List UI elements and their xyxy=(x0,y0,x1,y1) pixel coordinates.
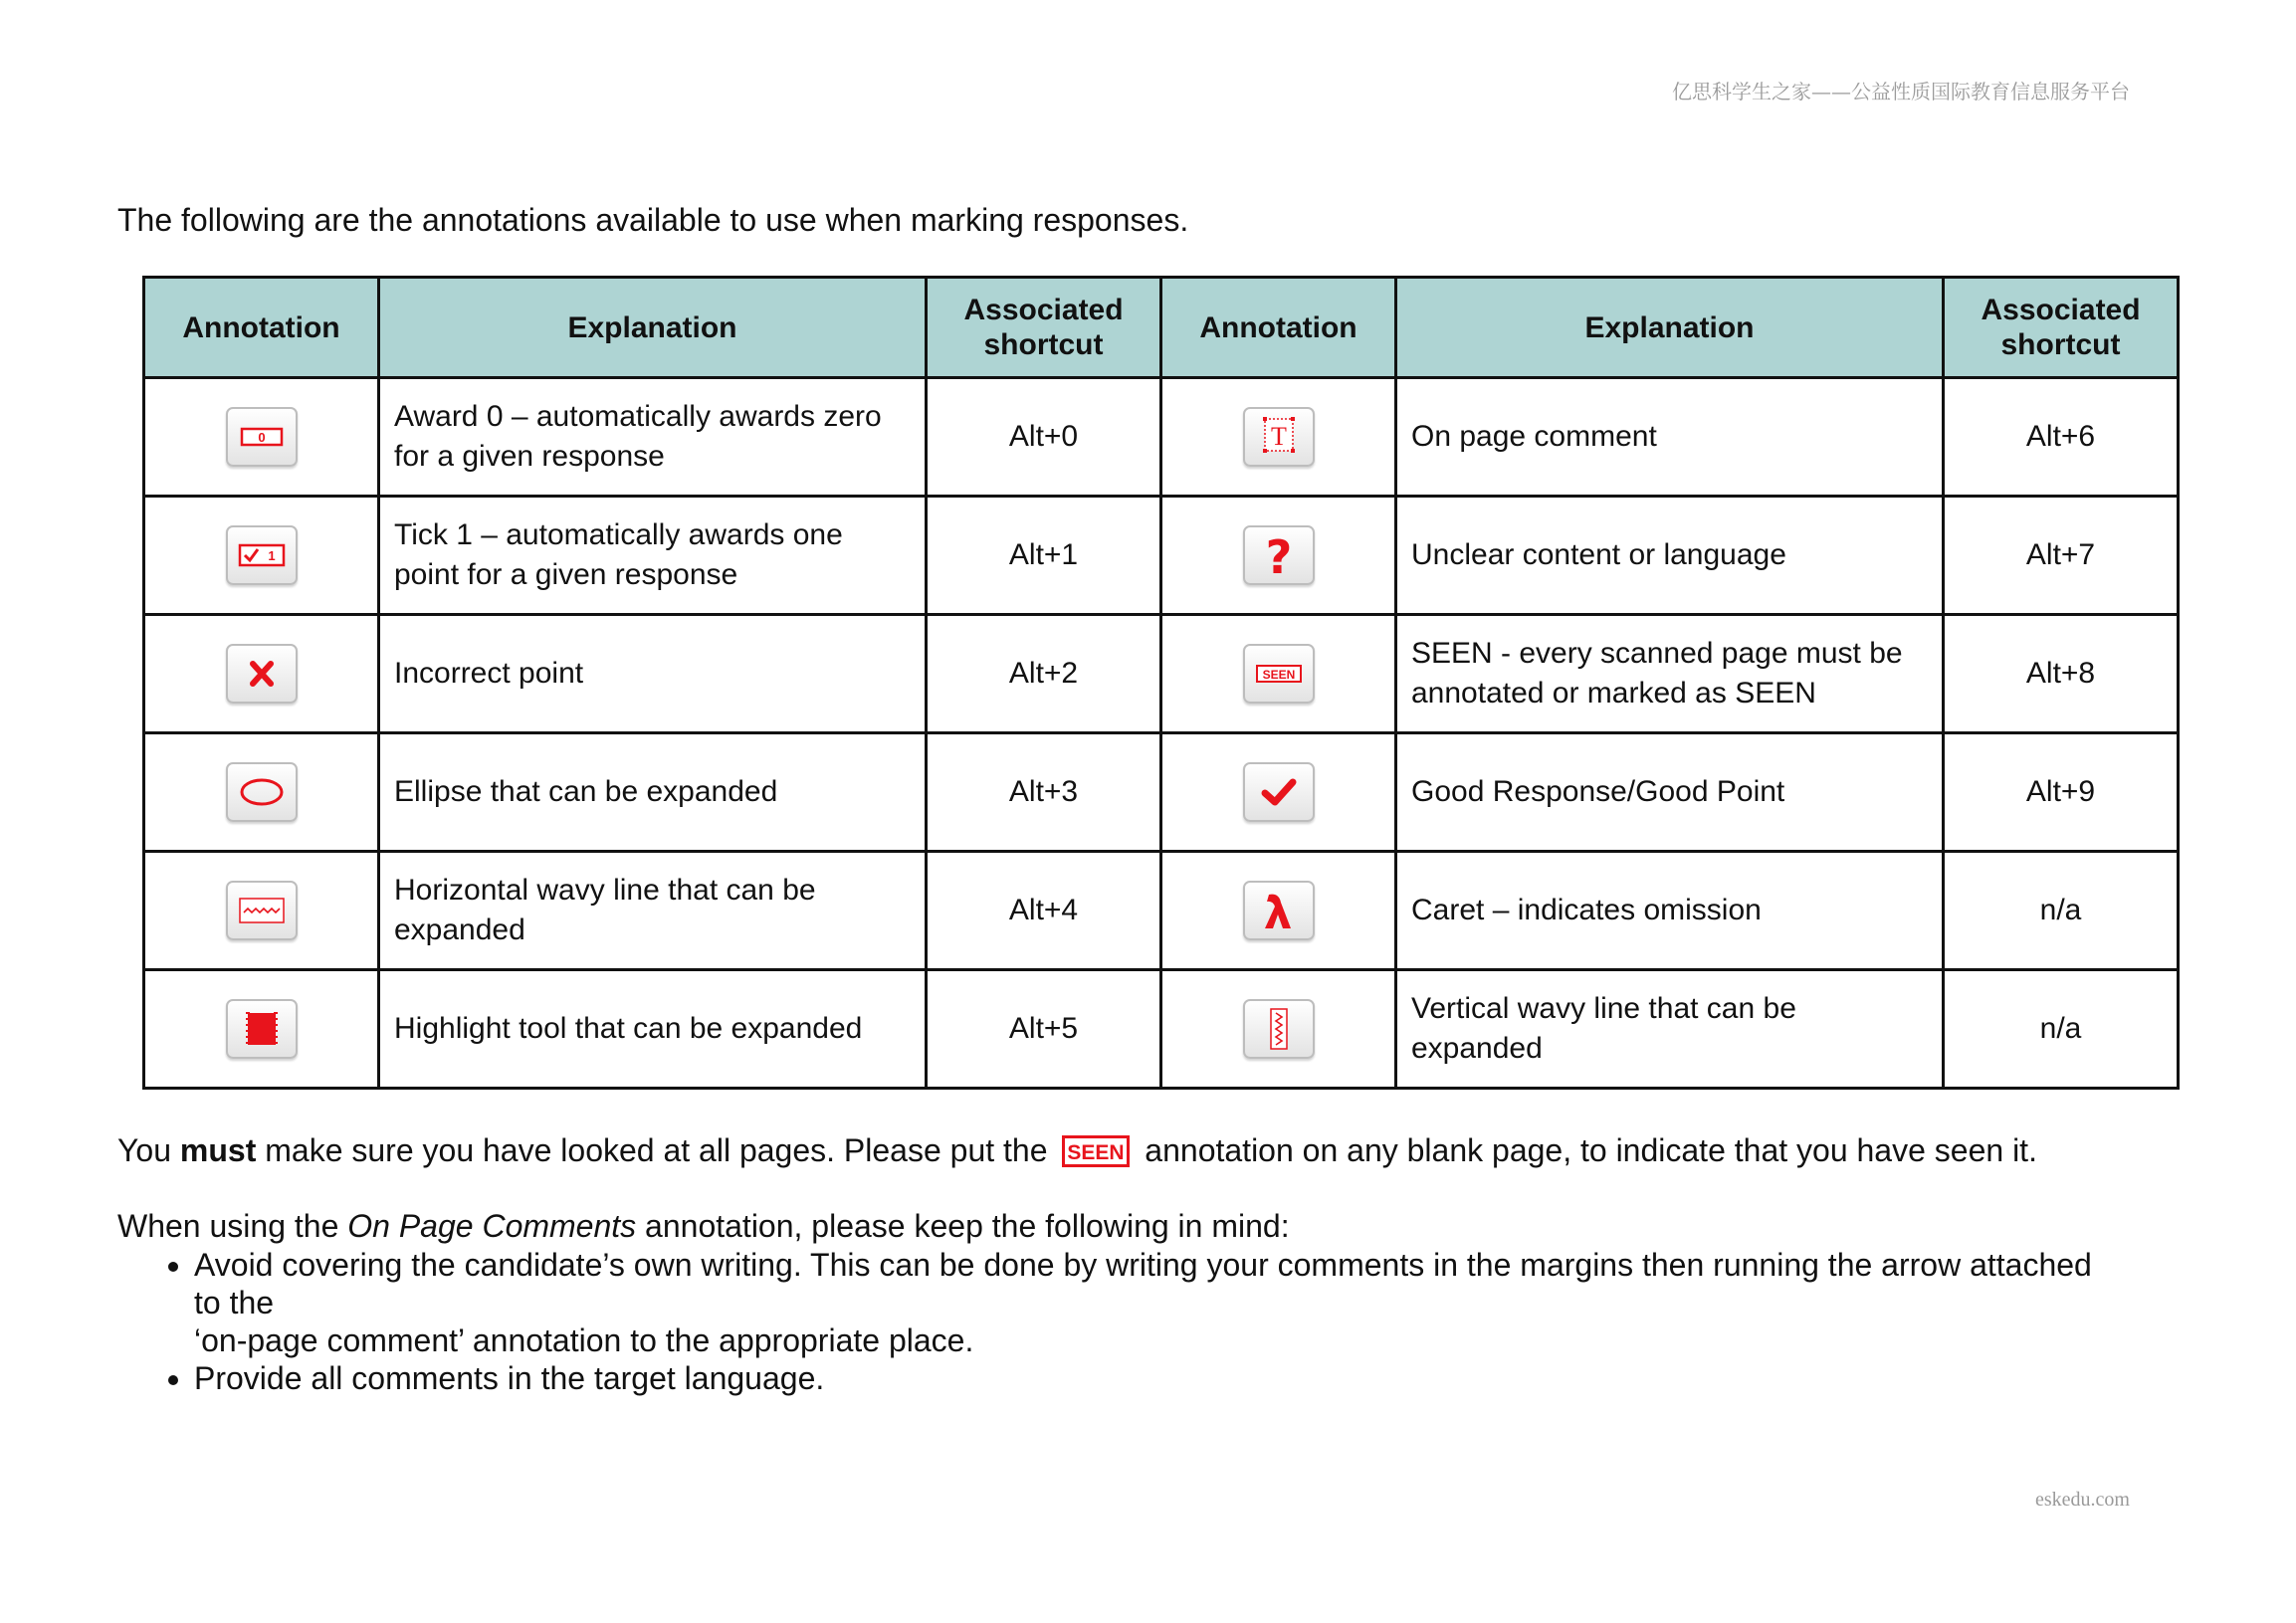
explanation-cell: Award 0 – automatically awards zero for a given response xyxy=(379,378,927,497)
svg-text:T: T xyxy=(1270,422,1287,451)
list-item-line: • Provide all comments in the target language. xyxy=(194,1360,825,1396)
list-item xyxy=(194,1246,2254,1359)
annotation-cell xyxy=(144,733,379,852)
table-row xyxy=(144,733,2179,852)
on-page-comments-guidance xyxy=(117,1208,1290,1245)
header-shortcut-label: Associated shortcut xyxy=(963,294,1124,361)
question-mark-icon[interactable] xyxy=(1243,525,1315,585)
svg-text:SEEN: SEEN xyxy=(1067,1140,1125,1164)
header-shortcut xyxy=(1944,278,2179,378)
when-line-start: When using the xyxy=(117,1208,348,1244)
explanation-cell: Ellipse that can be expanded xyxy=(379,733,927,852)
explanation-cell: Unclear content or language xyxy=(1396,497,1944,615)
seen-icon[interactable] xyxy=(1243,644,1315,704)
annotation-cell xyxy=(144,497,379,615)
award-zero-icon[interactable] xyxy=(226,407,298,467)
annotation-cell xyxy=(144,615,379,733)
annotations-table xyxy=(142,276,2180,1090)
annotation-cell xyxy=(1161,970,1396,1089)
header-explanation: Explanation xyxy=(1396,278,1944,378)
must-line-end: annotation on any blank page, to indicate that you have seen it. xyxy=(1136,1132,2037,1168)
annotation-cell xyxy=(1161,378,1396,497)
table-header-row xyxy=(144,278,2179,378)
svg-text:0: 0 xyxy=(257,430,266,445)
caret-icon[interactable] xyxy=(1243,881,1315,940)
table-row xyxy=(144,497,2179,615)
highlight-tool-icon[interactable] xyxy=(226,999,298,1059)
shortcut-cell: Alt+7 xyxy=(1944,497,2179,615)
guidance-list xyxy=(117,1246,2254,1397)
shortcut-cell: Alt+0 xyxy=(927,378,1161,497)
explanation-cell: Incorrect point xyxy=(379,615,927,733)
explanation-cell: On page comment xyxy=(1396,378,1944,497)
list-item-line: • Avoid covering the candidate’s own writing. This can be done by writing your comments in the margins then running the arrow attached xyxy=(194,1247,2092,1283)
cross-icon[interactable] xyxy=(226,644,298,704)
tick-one-icon[interactable] xyxy=(226,525,298,585)
header-explanation: Explanation xyxy=(379,278,927,378)
intro-text: The following are the annotations available to use when marking responses. xyxy=(117,202,1189,238)
shortcut-cell: Alt+4 xyxy=(927,852,1161,970)
explanation-cell: Vertical wavy line that can be expanded xyxy=(1396,970,1944,1089)
on-page-comment-icon[interactable] xyxy=(1243,407,1315,467)
shortcut-cell: Alt+5 xyxy=(927,970,1161,1089)
list-item-line: to the xyxy=(194,1285,275,1320)
ellipse-icon[interactable] xyxy=(226,762,298,822)
vertical-wavy-line-icon[interactable] xyxy=(1243,999,1315,1059)
shortcut-cell: Alt+9 xyxy=(1944,733,2179,852)
explanation-cell: Tick 1 – automatically awards one point for a given response xyxy=(379,497,927,615)
header-annotation: Annotation xyxy=(144,278,379,378)
tick-icon[interactable] xyxy=(1243,762,1315,822)
horizontal-wavy-line-icon[interactable] xyxy=(226,881,298,940)
annotation-cell xyxy=(1161,733,1396,852)
seen-icon xyxy=(1062,1135,1130,1167)
annotation-cell xyxy=(144,852,379,970)
header-shortcut xyxy=(927,278,1161,378)
table-row xyxy=(144,852,2179,970)
shortcut-cell: n/a xyxy=(1944,970,2179,1089)
annotation-cell xyxy=(1161,497,1396,615)
explanation-cell: Highlight tool that can be expanded xyxy=(379,970,927,1089)
must-line-middle: make sure you have looked at all pages. Please put the xyxy=(256,1132,1057,1168)
table-row xyxy=(144,615,2179,733)
svg-text:1: 1 xyxy=(267,548,276,563)
svg-text:?: ? xyxy=(1265,530,1292,583)
shortcut-cell: Alt+6 xyxy=(1944,378,2179,497)
watermark-header: 亿思科学生之家——公益性质国际教育信息服务平台 xyxy=(1672,80,2130,103)
explanation-cell: Horizontal wavy line that can be expanded xyxy=(379,852,927,970)
shortcut-cell: Alt+8 xyxy=(1944,615,2179,733)
explanation-cell: Good Response/Good Point xyxy=(1396,733,1944,852)
svg-text:SEEN: SEEN xyxy=(1262,668,1295,682)
when-line-end: annotation, please keep the following in mind: xyxy=(636,1208,1290,1244)
annotation-cell xyxy=(1161,852,1396,970)
must-line-bold: must xyxy=(179,1132,257,1168)
shortcut-cell: Alt+3 xyxy=(927,733,1161,852)
annotation-cell xyxy=(144,970,379,1089)
table-row xyxy=(144,970,2179,1089)
annotation-cell xyxy=(144,378,379,497)
must-check-pages-text xyxy=(117,1132,2037,1169)
table-row xyxy=(144,378,2179,497)
explanation-cell: SEEN - every scanned page must be annotated or marked as SEEN xyxy=(1396,615,1944,733)
shortcut-cell: Alt+2 xyxy=(927,615,1161,733)
must-line-start: You xyxy=(117,1132,180,1168)
shortcut-cell: n/a xyxy=(1944,852,2179,970)
header-shortcut-label: Associated shortcut xyxy=(1981,294,2141,361)
watermark-footer: eskedu.com xyxy=(2035,1489,2130,1511)
when-line-italic: On Page Comments xyxy=(347,1208,637,1244)
shortcut-cell: Alt+1 xyxy=(927,497,1161,615)
list-item-line: ‘on-page comment’ annotation to the appropriate place. xyxy=(194,1322,974,1358)
list-item xyxy=(194,1359,2254,1397)
annotation-cell xyxy=(1161,615,1396,733)
header-annotation: Annotation xyxy=(1161,278,1396,378)
explanation-cell: Caret – indicates omission xyxy=(1396,852,1944,970)
